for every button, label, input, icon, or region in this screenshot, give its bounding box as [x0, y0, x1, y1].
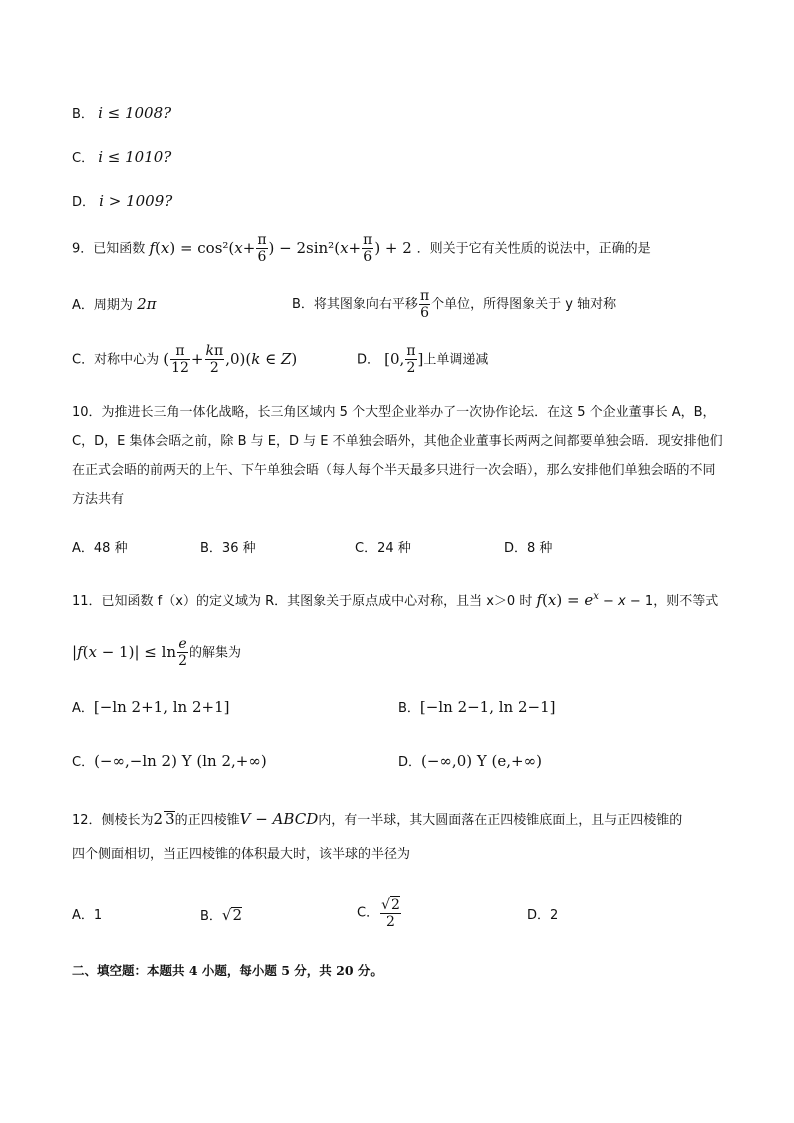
- q12-stem-line1: 12．侧棱长为2 3的正四棱锥V − ABCD内，有一半球，其大圆面落在正四棱锥底面上，且与正四棱锥的: [72, 810, 683, 828]
- q8-option-c-expr: i ≤ 1010?: [98, 148, 172, 166]
- q9-option-a: A．周期为 2π: [72, 295, 157, 313]
- q11-option-a: A．[−ln 2+1, ln 2+1]: [72, 698, 230, 716]
- q9-option-d-expr: [0, $\frac{\pi}{2}$ ]: [384, 343, 424, 377]
- q9-option-d: D． [0, $\frac{\pi}{2}$ ]上单调递减: [357, 343, 489, 377]
- q9-option-b: B．将其图象向右平移 $\frac{\pi}{6}$ 个单位，所得图象关于 y 轴对称: [292, 288, 617, 322]
- q8-option-b-expr: i ≤ 1008?: [98, 104, 172, 122]
- q10-stem: 10．为推进长三角一体化战略，长三角区域内 5 个大型企业举办了一次协作论坛．在这 5 个企业董事长 A，B，C，D，E 集体会晤之前，除 B 与 E，D 与 E 不单独会晤外，其他企业董事长两两之间都要单独会晤．现安排他们在正式会晤的前两天的上午、下午单独会晤（每人每个半天最多只进行一次会晤），那么安排他们单独会晤的不同方法共有: [72, 405, 723, 507]
- q11-inequality: |f(x − 1)| ≤ ln $\frac{e}{2}$: [72, 636, 187, 670]
- q11-option-b: B．[−ln 2−1, ln 2−1]: [398, 698, 556, 716]
- q11-function-formula: $f(x) = e^x$: [536, 591, 599, 609]
- q10-option-a: A．48 种: [72, 541, 128, 556]
- q9-stem: 9．已知函数 f(x) = cos²(x+ $\frac{\pi}{6}$ ) − 2sin²(x+ $\frac{\pi}{6}$ ) + 2 ．则关于它有关性质的说法中，正确的是: [72, 232, 651, 266]
- q12-stem-line2: 四个侧面相切，当正四棱锥的体积最大时，该半球的半径为: [72, 847, 411, 862]
- q10-option-c: C．24 种: [355, 541, 411, 556]
- pi-over-6-fraction: $\frac{\pi}{6}$: [419, 288, 430, 322]
- q11-stem-line2: |f(x − 1)| ≤ ln $\frac{e}{2}$ 的解集为: [72, 636, 242, 670]
- q9-option-c-expr: ( $\frac{\pi}{12}$ + $\frac{k\pi}{2}$ ,0)(k ∈ Z): [163, 343, 298, 377]
- q8-option-d: D． i > 1009?: [72, 192, 173, 210]
- sqrt-two: √2: [221, 906, 243, 924]
- q9-option-c: C．对称中心为 ( $\frac{\pi}{12}$ + $\frac{k\pi}{2}$ ,0)(k ∈ Z): [72, 343, 298, 377]
- sqrt-two-over-two: $\frac{√2}{2}$: [381, 897, 400, 931]
- q10-option-b: B．36 种: [200, 541, 256, 556]
- q11-option-d: D．(−∞,0) Υ (e,+∞): [398, 752, 542, 770]
- q12-option-c: C． $\frac{√2}{2}$: [357, 897, 400, 931]
- q9-function-formula: f(x) = cos²(x+ $\frac{\pi}{6}$ ) − 2sin²(x+ $\frac{\pi}{6}$ ) + 2: [149, 232, 417, 266]
- q8-option-c: C． i ≤ 1010?: [72, 148, 172, 166]
- q12-option-d: D．2: [527, 908, 559, 923]
- q8-option-b: B． i ≤ 1008?: [72, 104, 172, 122]
- q11-stem-line1: 11．已知函数 f（x）的定义域为 R．其图象关于原点成中心对称，且当 x＞0 时 $f(x) = e^x - x - 1$，则不等式: [72, 591, 719, 609]
- q12-option-a: A．1: [72, 908, 103, 923]
- q10-option-d: D．8 种: [504, 541, 553, 556]
- q12-option-b: B．√2: [200, 906, 243, 924]
- q11-option-c: C．(−∞,−ln 2) Υ (ln 2,+∞): [72, 752, 267, 770]
- two-root-three: 2 3: [153, 810, 175, 828]
- section-heading-fill-in: 二、填空题：本题共 4 小题，每小题 5 分，共 20 分。: [72, 963, 383, 978]
- q8-option-d-expr: i > 1009?: [99, 192, 173, 210]
